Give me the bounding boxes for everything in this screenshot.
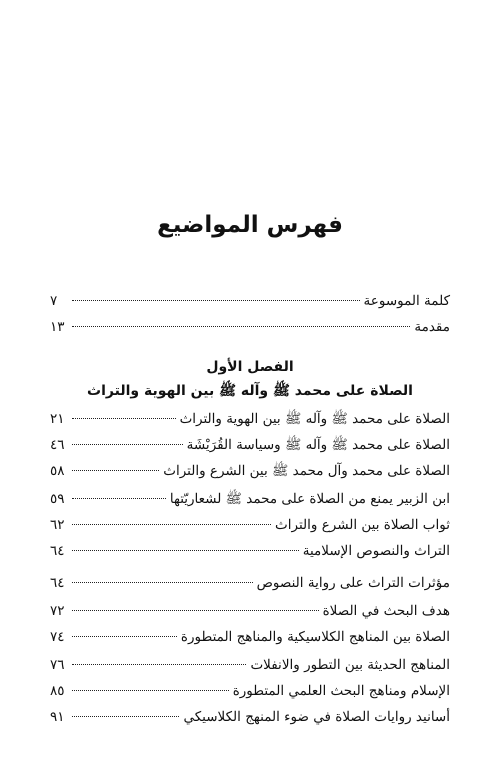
dot-leader xyxy=(72,582,253,583)
dot-leader xyxy=(72,664,246,665)
dot-leader xyxy=(72,470,159,471)
toc-entry-page: ٦٤ xyxy=(50,543,65,559)
dot-leader xyxy=(72,610,319,611)
toc-entry-label: المناهج الحديثة بين التطور والانفلات xyxy=(250,657,450,673)
toc-entry xyxy=(50,628,450,646)
toc-entry-label: مؤثرات التراث على رواية النصوص xyxy=(256,575,450,591)
toc-entry-page: ٧ xyxy=(50,293,58,309)
chapter-heading: الفصل الأول xyxy=(206,359,294,375)
toc-entry-page: ٦٢ xyxy=(50,517,65,533)
toc-entry-page: ١٣ xyxy=(50,319,65,335)
toc-entry xyxy=(50,490,450,508)
dot-leader xyxy=(72,550,299,551)
toc-entry-label: الصلاة على محمد ﷺ وآله ﷺ وسياسة القُرَيْشَة xyxy=(186,437,450,453)
toc-entry xyxy=(50,516,450,534)
toc-entry-page: ٢١ xyxy=(50,411,65,427)
dot-leader xyxy=(72,300,360,301)
toc-entry-label: الإسلام ومناهج البحث العلمي المتطورة xyxy=(232,683,450,699)
dot-leader xyxy=(72,418,176,419)
toc-entry-page: ٤٦ xyxy=(50,437,65,453)
page-title: فهرس المواضيع xyxy=(157,212,343,238)
dot-leader xyxy=(72,444,183,445)
dot-leader xyxy=(72,716,179,717)
toc-entry-page: ٩١ xyxy=(50,709,65,725)
dot-leader xyxy=(72,690,229,691)
toc-entry xyxy=(50,292,450,310)
toc-entry-label: ابن الزبير يمنع من الصلاة على محمد ﷺ لشعاريّتها xyxy=(169,491,450,507)
toc-entry-page: ٧٤ xyxy=(50,629,65,645)
toc-entry-page: ٨٥ xyxy=(50,683,65,699)
toc-entry xyxy=(50,436,450,454)
toc-entry-label: أسانيد روايات الصلاة في ضوء المنهج الكلاسيكي xyxy=(183,709,450,725)
toc-entry xyxy=(50,682,450,700)
toc-entry-page: ٥٨ xyxy=(50,463,65,479)
toc-entry xyxy=(50,574,450,592)
toc-entry-label: التراث والنصوص الإسلامية xyxy=(302,543,450,559)
toc-entry-label: الصلاة على محمد ﷺ وآله ﷺ بين الهوية والتراث xyxy=(179,411,450,427)
toc-entry-page: ٧٦ xyxy=(50,657,65,673)
toc-entry-label: الصلاة بين المناهج الكلاسيكية والمناهج المتطورة xyxy=(180,629,450,645)
dot-leader xyxy=(72,524,271,525)
toc-entry xyxy=(50,542,450,560)
chapter-subtitle: الصلاة على محمد ﷺ وآله ﷺ بين الهوية والتراث xyxy=(87,383,413,399)
dot-leader xyxy=(72,498,166,499)
toc-entry-label: مقدمة xyxy=(414,319,450,335)
toc-entry xyxy=(50,410,450,428)
toc-entry-label: ثواب الصلاة بين الشرع والتراث xyxy=(275,517,450,533)
toc-entry xyxy=(50,708,450,726)
toc-entry-page: ٦٤ xyxy=(50,575,65,591)
toc-entry xyxy=(50,602,450,620)
toc-entry xyxy=(50,462,450,480)
toc-entry-label: الصلاة على محمد وآل محمد ﷺ بين الشرع والتراث xyxy=(163,463,450,479)
toc-entry xyxy=(50,318,450,336)
dot-leader xyxy=(72,326,410,327)
toc-entry-label: هدف البحث في الصلاة xyxy=(322,603,450,619)
toc-entry-page: ٧٢ xyxy=(50,603,65,619)
toc-entry-label: كلمة الموسوعة xyxy=(363,293,450,309)
dot-leader xyxy=(72,636,177,637)
toc-entry-page: ٥٩ xyxy=(50,491,65,507)
toc-entry xyxy=(50,656,450,674)
